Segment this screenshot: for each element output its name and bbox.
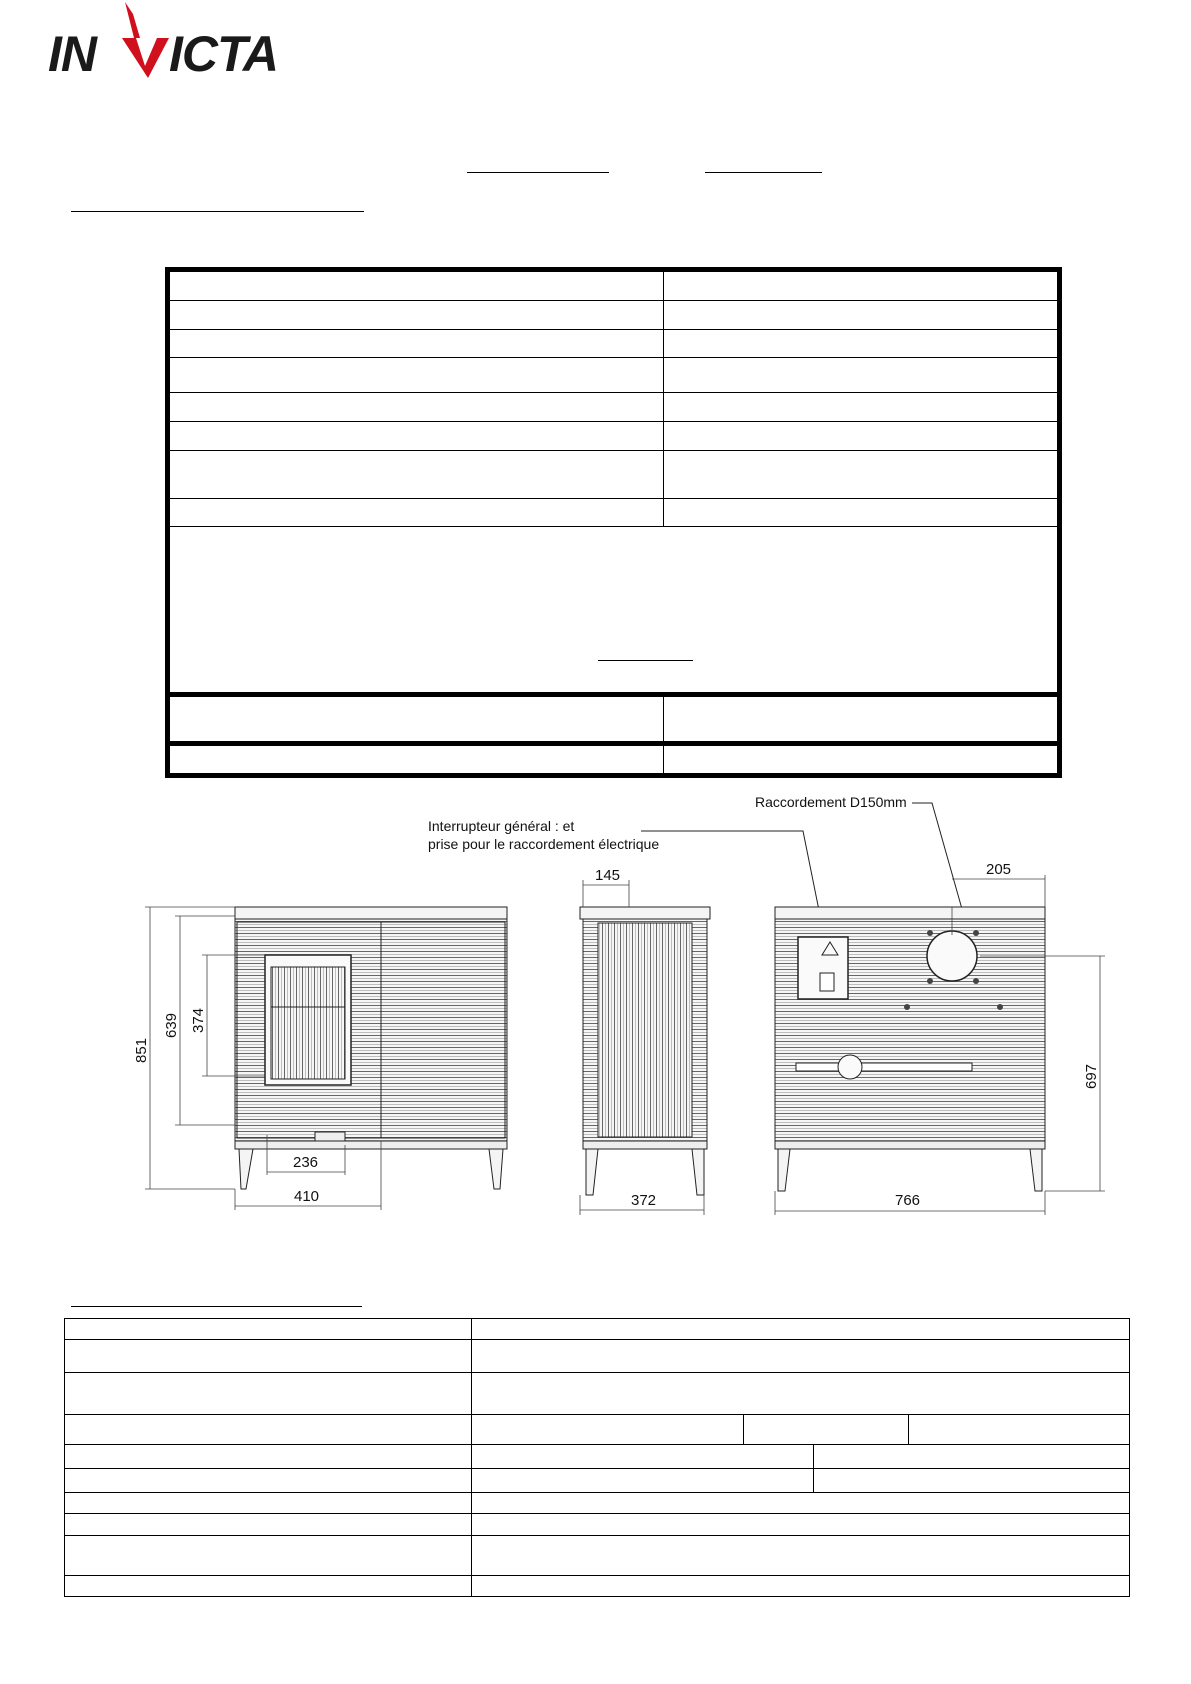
table-cell xyxy=(168,330,664,358)
note-underline xyxy=(598,660,693,661)
characteristics-table xyxy=(165,267,1062,778)
dim-rear-flue-height: 697 xyxy=(1083,1063,1100,1089)
table-cell xyxy=(65,1493,472,1514)
table-cell xyxy=(65,1469,472,1493)
table-cell xyxy=(472,1469,814,1493)
table-cell xyxy=(65,1445,472,1469)
dim-front-inner-height: 639 xyxy=(163,1012,180,1038)
table-cell xyxy=(472,1415,744,1445)
table-cell xyxy=(168,451,664,499)
dim-rear-flue-offset: 205 xyxy=(986,861,1012,878)
table-cell xyxy=(664,393,1060,422)
callout-switch-line2: prise pour le raccordement électrique xyxy=(428,836,660,852)
table-cell xyxy=(168,358,664,393)
table-cell xyxy=(65,1415,472,1445)
table-cell xyxy=(472,1536,1130,1576)
dim-front-width: 410 xyxy=(294,1188,320,1205)
invicta-logo xyxy=(44,0,314,90)
table-cell xyxy=(472,1493,1130,1514)
table-cell xyxy=(664,422,1060,451)
table-cell xyxy=(65,1576,472,1597)
svg-text:IN: IN xyxy=(48,26,96,82)
table-cell xyxy=(168,422,664,451)
table-cell xyxy=(168,499,664,527)
table-cell xyxy=(664,358,1060,393)
svg-text:ICTA: ICTA xyxy=(169,26,278,82)
table-cell xyxy=(814,1469,1130,1493)
table-cell xyxy=(65,1536,472,1576)
table-cell xyxy=(168,301,664,330)
table-note-cell xyxy=(168,527,1060,695)
table-cell xyxy=(664,270,1060,301)
table-cell xyxy=(168,744,664,776)
section-heading-underline-1 xyxy=(71,211,364,212)
rear-view xyxy=(775,861,1105,1215)
table-cell xyxy=(472,1319,1130,1340)
table-cell xyxy=(168,270,664,301)
technical-data-table xyxy=(64,1318,1130,1597)
table-cell xyxy=(472,1445,814,1469)
table-cell xyxy=(65,1319,472,1340)
dim-front-total-height: 851 xyxy=(133,1037,150,1063)
dim-side-depth: 372 xyxy=(631,1192,657,1209)
callout-flue: Raccordement D150mm xyxy=(755,794,907,810)
table-cell xyxy=(168,393,664,422)
table-cell xyxy=(664,744,1060,776)
table-cell xyxy=(65,1340,472,1373)
table-cell xyxy=(664,451,1060,499)
table-cell xyxy=(664,499,1060,527)
table-cell xyxy=(664,695,1060,744)
section-heading-underline-2 xyxy=(71,1306,362,1307)
table-cell xyxy=(65,1373,472,1415)
table-cell xyxy=(814,1445,1130,1469)
dim-rear-width: 766 xyxy=(895,1192,921,1209)
table-cell xyxy=(168,695,664,744)
table-cell xyxy=(472,1373,1130,1415)
front-view xyxy=(133,907,507,1210)
dim-front-door-width: 236 xyxy=(293,1154,319,1171)
dim-side-offset: 145 xyxy=(595,867,621,884)
table-cell xyxy=(909,1415,1130,1445)
table-cell xyxy=(664,330,1060,358)
table-cell xyxy=(472,1576,1130,1597)
side-view xyxy=(580,867,710,1215)
table-cell xyxy=(472,1340,1130,1373)
callout-switch-line1: Interrupteur général : et xyxy=(428,818,575,834)
table-cell xyxy=(472,1514,1130,1536)
heading-underline-2 xyxy=(705,172,822,173)
table-cell xyxy=(664,301,1060,330)
table-cell xyxy=(65,1514,472,1536)
table-cell xyxy=(744,1415,909,1445)
stove-dimension-drawing xyxy=(133,794,1120,1235)
dim-front-door-height: 374 xyxy=(190,1007,207,1033)
heading-underline-1 xyxy=(467,172,609,173)
